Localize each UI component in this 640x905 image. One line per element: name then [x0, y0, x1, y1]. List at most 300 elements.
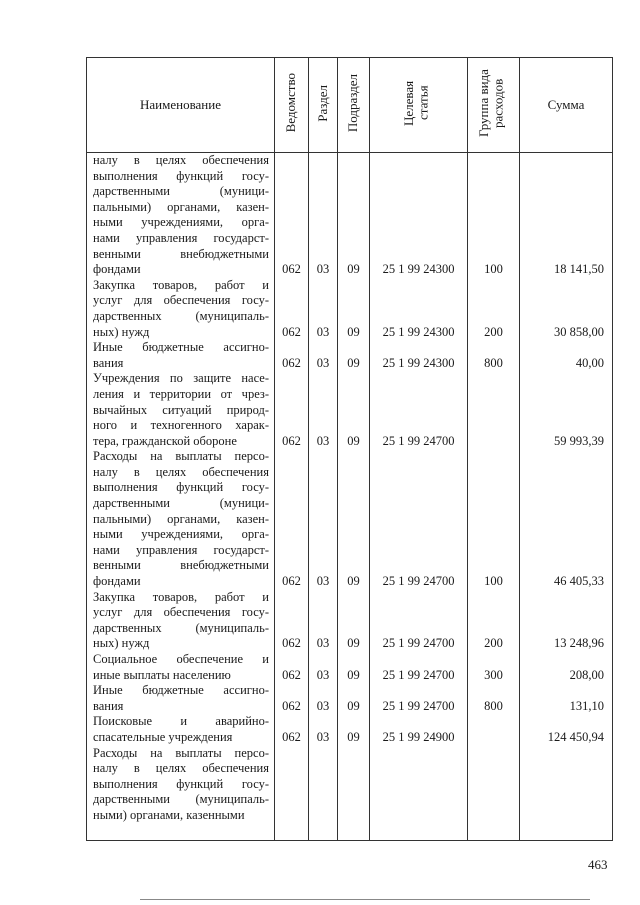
row-spacer: [309, 496, 337, 512]
row-spacer: [370, 293, 467, 309]
row-spacer: [370, 418, 467, 434]
row-spacer: [468, 403, 519, 419]
row-spacer: [520, 278, 612, 294]
row-spacer: [468, 792, 519, 808]
row-spacer: [309, 231, 337, 247]
row-spacer: [338, 153, 369, 169]
row-spacer: [370, 527, 467, 543]
row-spacer: [370, 465, 467, 481]
row-name-line: венными внебюджетными: [93, 246, 269, 261]
row-spacer: [468, 621, 519, 637]
header-name: [87, 58, 275, 153]
row-spacer: [309, 309, 337, 325]
row-name-line: дарственных (муниципаль-: [93, 308, 269, 323]
row-name-line: ления и территории от чрез-: [93, 386, 269, 401]
row-name-line: Социальное обеспечение и: [93, 652, 269, 666]
row-name-line: услуг для обеспечения госу-: [93, 605, 269, 620]
row-spacer: [275, 527, 308, 543]
row-spacer: [520, 527, 612, 543]
row-spacer: [338, 465, 369, 481]
row-summa-cell: 13 248,96: [554, 636, 604, 651]
row-name-line: тера, гражданской обороне: [93, 433, 237, 448]
row-podrazdel-cell: 09: [347, 698, 360, 713]
row-spacer: [309, 200, 337, 216]
bottom-rule: [140, 899, 590, 900]
row-spacer: [309, 403, 337, 419]
row-spacer: [275, 465, 308, 481]
row-spacer: [309, 340, 337, 356]
row-spacer: [520, 449, 612, 465]
row-spacer: [520, 340, 612, 356]
row-spacer: [338, 169, 369, 185]
row-spacer: [338, 590, 369, 606]
row-vedomstvo-cell: 062: [282, 324, 301, 339]
row-spacer: [338, 184, 369, 200]
row-spacer: [275, 184, 308, 200]
row-spacer: [338, 761, 369, 777]
row-spacer: [520, 746, 612, 762]
table-body: [87, 153, 613, 841]
row-spacer: [468, 543, 519, 559]
row-spacer: [370, 480, 467, 496]
row-spacer: [468, 449, 519, 465]
row-spacer: [338, 278, 369, 294]
row-razdel-cell: 03: [316, 324, 330, 339]
row-spacer: [275, 590, 308, 606]
row-spacer: [520, 231, 612, 247]
row-name-line: выполнения функций госу-: [93, 776, 269, 791]
row-spacer: [520, 169, 612, 185]
row-name-line: ными учреждениями, орга-: [93, 527, 269, 542]
row-spacer: [520, 496, 612, 512]
row-spacer: [309, 558, 337, 574]
row-summa-cell: 46 405,33: [554, 574, 604, 589]
row-name-line: дарственных (муниципаль-: [93, 620, 269, 635]
row-spacer: [520, 153, 612, 169]
header-gruppa-text: Группа вида расходов: [475, 69, 505, 137]
row-podrazdel-cell: 09: [347, 355, 360, 370]
column-gruppa: [468, 153, 520, 841]
row-spacer: [338, 543, 369, 559]
row-spacer: [338, 340, 369, 356]
row-gruppa-cell: 200: [484, 324, 503, 339]
row-vedomstvo-cell: [275, 808, 308, 824]
row-name-line: пальными) органами, казен-: [93, 199, 269, 214]
row-name-line: услуг для обеспечения госу-: [93, 293, 269, 308]
row-spacer: [468, 714, 519, 730]
row-name-line: Иные бюджетные ассигно-: [93, 683, 269, 698]
row-podrazdel-cell: 09: [347, 324, 360, 339]
header-vedomstvo: [275, 58, 309, 153]
row-gruppa-cell: 800: [484, 698, 503, 713]
row-spacer: [370, 777, 467, 793]
row-spacer: [370, 449, 467, 465]
row-name-line: дарственными (муници-: [93, 496, 269, 511]
row-spacer: [520, 215, 612, 231]
header-celevaya-statya-text: Целевая статья: [400, 80, 430, 126]
row-spacer: [370, 340, 467, 356]
row-spacer: [338, 527, 369, 543]
row-spacer: [275, 371, 308, 387]
row-spacer: [309, 714, 337, 730]
row-summa-cell: 30 858,00: [554, 324, 604, 339]
row-spacer: [309, 247, 337, 263]
header-gruppa: [468, 58, 520, 153]
row-vedomstvo-cell: 062: [282, 667, 301, 682]
row-spacer: [468, 340, 519, 356]
row-spacer: [275, 418, 308, 434]
row-spacer: [309, 792, 337, 808]
row-statya-cell: 25 1 99 24300: [382, 355, 455, 370]
row-spacer: [468, 512, 519, 528]
row-podrazdel-cell: 09: [347, 636, 360, 651]
row-razdel-cell: 03: [316, 574, 330, 589]
row-spacer: [468, 184, 519, 200]
row-spacer: [468, 777, 519, 793]
row-spacer: [275, 480, 308, 496]
row-gruppa-cell: 300: [484, 667, 503, 682]
row-name-line: налу в целях обеспечения: [93, 761, 269, 776]
row-spacer: [370, 792, 467, 808]
row-spacer: [370, 543, 467, 559]
row-spacer: [338, 792, 369, 808]
row-spacer: [468, 761, 519, 777]
row-statya-cell: 25 1 99 24700: [382, 667, 455, 682]
row-spacer: [275, 512, 308, 528]
row-summa-cell: 131,10: [569, 698, 604, 713]
row-spacer: [468, 231, 519, 247]
row-spacer: [370, 278, 467, 294]
column-celevaya-statya: [370, 153, 468, 841]
row-spacer: [468, 496, 519, 512]
row-summa-cell: 208,00: [569, 667, 604, 682]
row-spacer: [468, 527, 519, 543]
row-name-line: вания: [93, 698, 124, 713]
row-spacer: [309, 605, 337, 621]
row-spacer: [275, 558, 308, 574]
row-spacer: [275, 652, 308, 668]
row-spacer: [309, 278, 337, 294]
row-spacer: [309, 480, 337, 496]
row-spacer: [275, 746, 308, 762]
row-summa-cell: 40,00: [575, 355, 604, 370]
row-name-line: налу в целях обеспечения: [93, 464, 269, 479]
row-name-line: вычайных ситуаций природ-: [93, 402, 269, 417]
row-spacer: [275, 215, 308, 231]
row-spacer: [275, 683, 308, 699]
row-name-line: спасательные учреждения: [93, 729, 233, 744]
row-podrazdel-cell: 09: [347, 433, 360, 448]
row-razdel-cell: 03: [316, 636, 330, 651]
row-spacer: [520, 418, 612, 434]
row-spacer: [309, 293, 337, 309]
row-name-line: венными внебюджетными: [93, 558, 269, 573]
row-spacer: [520, 761, 612, 777]
row-spacer: [370, 387, 467, 403]
row-vedomstvo-cell: 062: [282, 355, 301, 370]
row-spacer: [338, 652, 369, 668]
row-spacer: [370, 184, 467, 200]
row-spacer: [309, 746, 337, 762]
row-spacer: [468, 480, 519, 496]
row-spacer: [275, 403, 308, 419]
row-spacer: [370, 371, 467, 387]
row-spacer: [520, 387, 612, 403]
row-spacer: [520, 777, 612, 793]
row-name-line: дарственными (муниципаль-: [93, 792, 269, 807]
row-spacer: [370, 605, 467, 621]
row-spacer: [275, 278, 308, 294]
row-spacer: [275, 792, 308, 808]
row-name-line: фондами: [93, 262, 141, 277]
row-spacer: [468, 215, 519, 231]
row-spacer: [275, 247, 308, 263]
row-spacer: [338, 746, 369, 762]
row-vedomstvo-cell: 062: [282, 262, 301, 277]
row-summa-cell: 124 450,94: [547, 729, 604, 744]
row-spacer: [370, 761, 467, 777]
column-summa: [520, 153, 613, 841]
row-spacer: [338, 371, 369, 387]
row-podrazdel-cell: [338, 808, 369, 824]
row-podrazdel-cell: 09: [347, 262, 360, 277]
row-statya-cell: 25 1 99 24700: [382, 636, 455, 651]
row-spacer: [520, 293, 612, 309]
row-spacer: [338, 605, 369, 621]
row-statya-cell: 25 1 99 24700: [382, 574, 455, 589]
row-spacer: [309, 169, 337, 185]
row-spacer: [370, 200, 467, 216]
row-spacer: [275, 449, 308, 465]
row-spacer: [468, 371, 519, 387]
row-spacer: [370, 153, 467, 169]
row-spacer: [338, 480, 369, 496]
row-spacer: [275, 309, 308, 325]
row-name-line: вания: [93, 355, 124, 370]
row-spacer: [309, 652, 337, 668]
row-summa-cell: 18 141,50: [554, 262, 604, 277]
row-podrazdel-cell: 09: [347, 729, 360, 744]
row-podrazdel-cell: 09: [347, 574, 360, 589]
row-spacer: [520, 480, 612, 496]
row-spacer: [309, 465, 337, 481]
row-spacer: [468, 169, 519, 185]
header-celevaya-statya: [370, 58, 468, 153]
row-spacer: [309, 683, 337, 699]
row-spacer: [309, 449, 337, 465]
row-spacer: [370, 683, 467, 699]
row-spacer: [468, 293, 519, 309]
row-razdel-cell: 03: [316, 262, 330, 277]
row-spacer: [338, 215, 369, 231]
row-summa-cell: [520, 808, 612, 824]
row-statya-cell: [370, 808, 467, 824]
row-spacer: [520, 590, 612, 606]
row-spacer: [370, 714, 467, 730]
row-podrazdel-cell: 09: [347, 667, 360, 682]
row-gruppa-cell: 100: [484, 262, 503, 277]
header-podrazdel: [338, 58, 370, 153]
column-vedomstvo: [275, 153, 309, 841]
row-spacer: [275, 621, 308, 637]
row-name-line: ными) органами, казенными: [93, 807, 245, 822]
row-spacer: [370, 590, 467, 606]
row-spacer: [370, 169, 467, 185]
row-name-line: ными учреждениями, орга-: [93, 215, 269, 230]
row-spacer: [338, 293, 369, 309]
row-gruppa-cell: 200: [484, 636, 503, 651]
row-name-line: дарственными (муници-: [93, 184, 269, 199]
row-spacer: [468, 418, 519, 434]
row-spacer: [309, 543, 337, 559]
row-name-line: выполнения функций госу-: [93, 168, 269, 183]
row-name-line: ного и техногенного харак-: [93, 418, 269, 433]
row-spacer: [468, 465, 519, 481]
row-vedomstvo-cell: 062: [282, 574, 301, 589]
row-spacer: [338, 777, 369, 793]
row-spacer: [309, 777, 337, 793]
row-spacer: [309, 371, 337, 387]
row-spacer: [309, 512, 337, 528]
row-vedomstvo-cell: 062: [282, 698, 301, 713]
row-gruppa-cell: 800: [484, 355, 503, 370]
header-row: [87, 58, 613, 153]
header-razdel-text: Раздел: [314, 84, 330, 122]
row-spacer: [338, 387, 369, 403]
row-spacer: [468, 153, 519, 169]
row-spacer: [370, 231, 467, 247]
header-summa-text: Сумма: [547, 97, 585, 112]
row-name-line: ных) нужд: [93, 636, 150, 651]
row-spacer: [275, 293, 308, 309]
row-spacer: [338, 418, 369, 434]
row-gruppa-cell: [468, 808, 519, 824]
row-statya-cell: 25 1 99 24900: [382, 729, 455, 744]
row-spacer: [275, 761, 308, 777]
row-spacer: [468, 309, 519, 325]
row-spacer: [520, 621, 612, 637]
row-spacer: [309, 387, 337, 403]
row-razdel-cell: 03: [316, 355, 330, 370]
row-spacer: [275, 387, 308, 403]
column-razdel: [309, 153, 338, 841]
row-spacer: [468, 652, 519, 668]
column-name: [87, 153, 275, 841]
row-spacer: [338, 496, 369, 512]
row-statya-cell: 25 1 99 24700: [382, 433, 455, 448]
row-spacer: [275, 169, 308, 185]
row-spacer: [338, 621, 369, 637]
row-spacer: [275, 200, 308, 216]
row-spacer: [468, 558, 519, 574]
row-vedomstvo-cell: 062: [282, 433, 301, 448]
row-spacer: [309, 527, 337, 543]
row-vedomstvo-cell: 062: [282, 729, 301, 744]
row-name-line: выполнения функций госу-: [93, 480, 269, 495]
row-spacer: [468, 387, 519, 403]
row-spacer: [520, 184, 612, 200]
row-name-line: нами управления государст-: [93, 542, 269, 557]
row-spacer: [338, 683, 369, 699]
row-spacer: [520, 683, 612, 699]
row-spacer: [338, 231, 369, 247]
row-name-line: фондами: [93, 574, 141, 589]
row-spacer: [520, 558, 612, 574]
row-spacer: [309, 184, 337, 200]
row-name-line: Учреждения по защите насе-: [93, 371, 269, 386]
header-name-text: Наименование: [140, 97, 221, 112]
row-spacer: [275, 153, 308, 169]
row-spacer: [309, 761, 337, 777]
row-name-line: Расходы на выплаты персо-: [93, 745, 269, 760]
row-name-line: Иные бюджетные ассигно-: [93, 340, 269, 355]
row-spacer: [275, 777, 308, 793]
row-spacer: [370, 309, 467, 325]
row-spacer: [468, 605, 519, 621]
row-spacer: [370, 496, 467, 512]
row-spacer: [275, 543, 308, 559]
row-statya-cell: 25 1 99 24300: [382, 324, 455, 339]
row-spacer: [520, 714, 612, 730]
row-spacer: [338, 403, 369, 419]
row-spacer: [309, 153, 337, 169]
row-spacer: [338, 449, 369, 465]
row-name-line: нами управления государст-: [93, 230, 269, 245]
row-razdel-cell: 03: [316, 667, 330, 682]
row-spacer: [468, 590, 519, 606]
header-razdel: [309, 58, 338, 153]
row-statya-cell: 25 1 99 24300: [382, 262, 455, 277]
row-spacer: [275, 605, 308, 621]
row-spacer: [520, 512, 612, 528]
row-spacer: [520, 652, 612, 668]
row-spacer: [468, 247, 519, 263]
row-name-line: Расходы на выплаты персо-: [93, 449, 269, 464]
row-name-line: ных) нужд: [93, 324, 150, 339]
row-spacer: [370, 652, 467, 668]
row-spacer: [520, 792, 612, 808]
row-vedomstvo-cell: 062: [282, 636, 301, 651]
row-spacer: [309, 215, 337, 231]
row-spacer: [468, 683, 519, 699]
header-podrazdel-text: Подраздел: [345, 73, 361, 133]
row-summa-cell: 59 993,39: [554, 433, 604, 448]
header-summa: [520, 58, 613, 153]
row-spacer: [275, 714, 308, 730]
row-spacer: [520, 605, 612, 621]
row-spacer: [520, 200, 612, 216]
row-spacer: [370, 558, 467, 574]
budget-table: [86, 57, 613, 841]
row-spacer: [275, 496, 308, 512]
row-spacer: [370, 403, 467, 419]
row-razdel-cell: 03: [316, 433, 330, 448]
row-spacer: [520, 309, 612, 325]
header-vedomstvo-text: Ведомство: [283, 73, 299, 133]
row-spacer: [338, 558, 369, 574]
row-spacer: [520, 247, 612, 263]
row-spacer: [309, 590, 337, 606]
row-spacer: [309, 418, 337, 434]
row-name-line: Закупка товаров, работ и: [93, 277, 269, 292]
row-spacer: [370, 621, 467, 637]
row-name-line: иные выплаты населению: [93, 667, 231, 682]
row-spacer: [520, 371, 612, 387]
row-spacer: [468, 278, 519, 294]
row-gruppa-cell: [468, 730, 519, 746]
row-razdel-cell: 03: [316, 698, 330, 713]
row-spacer: [338, 200, 369, 216]
